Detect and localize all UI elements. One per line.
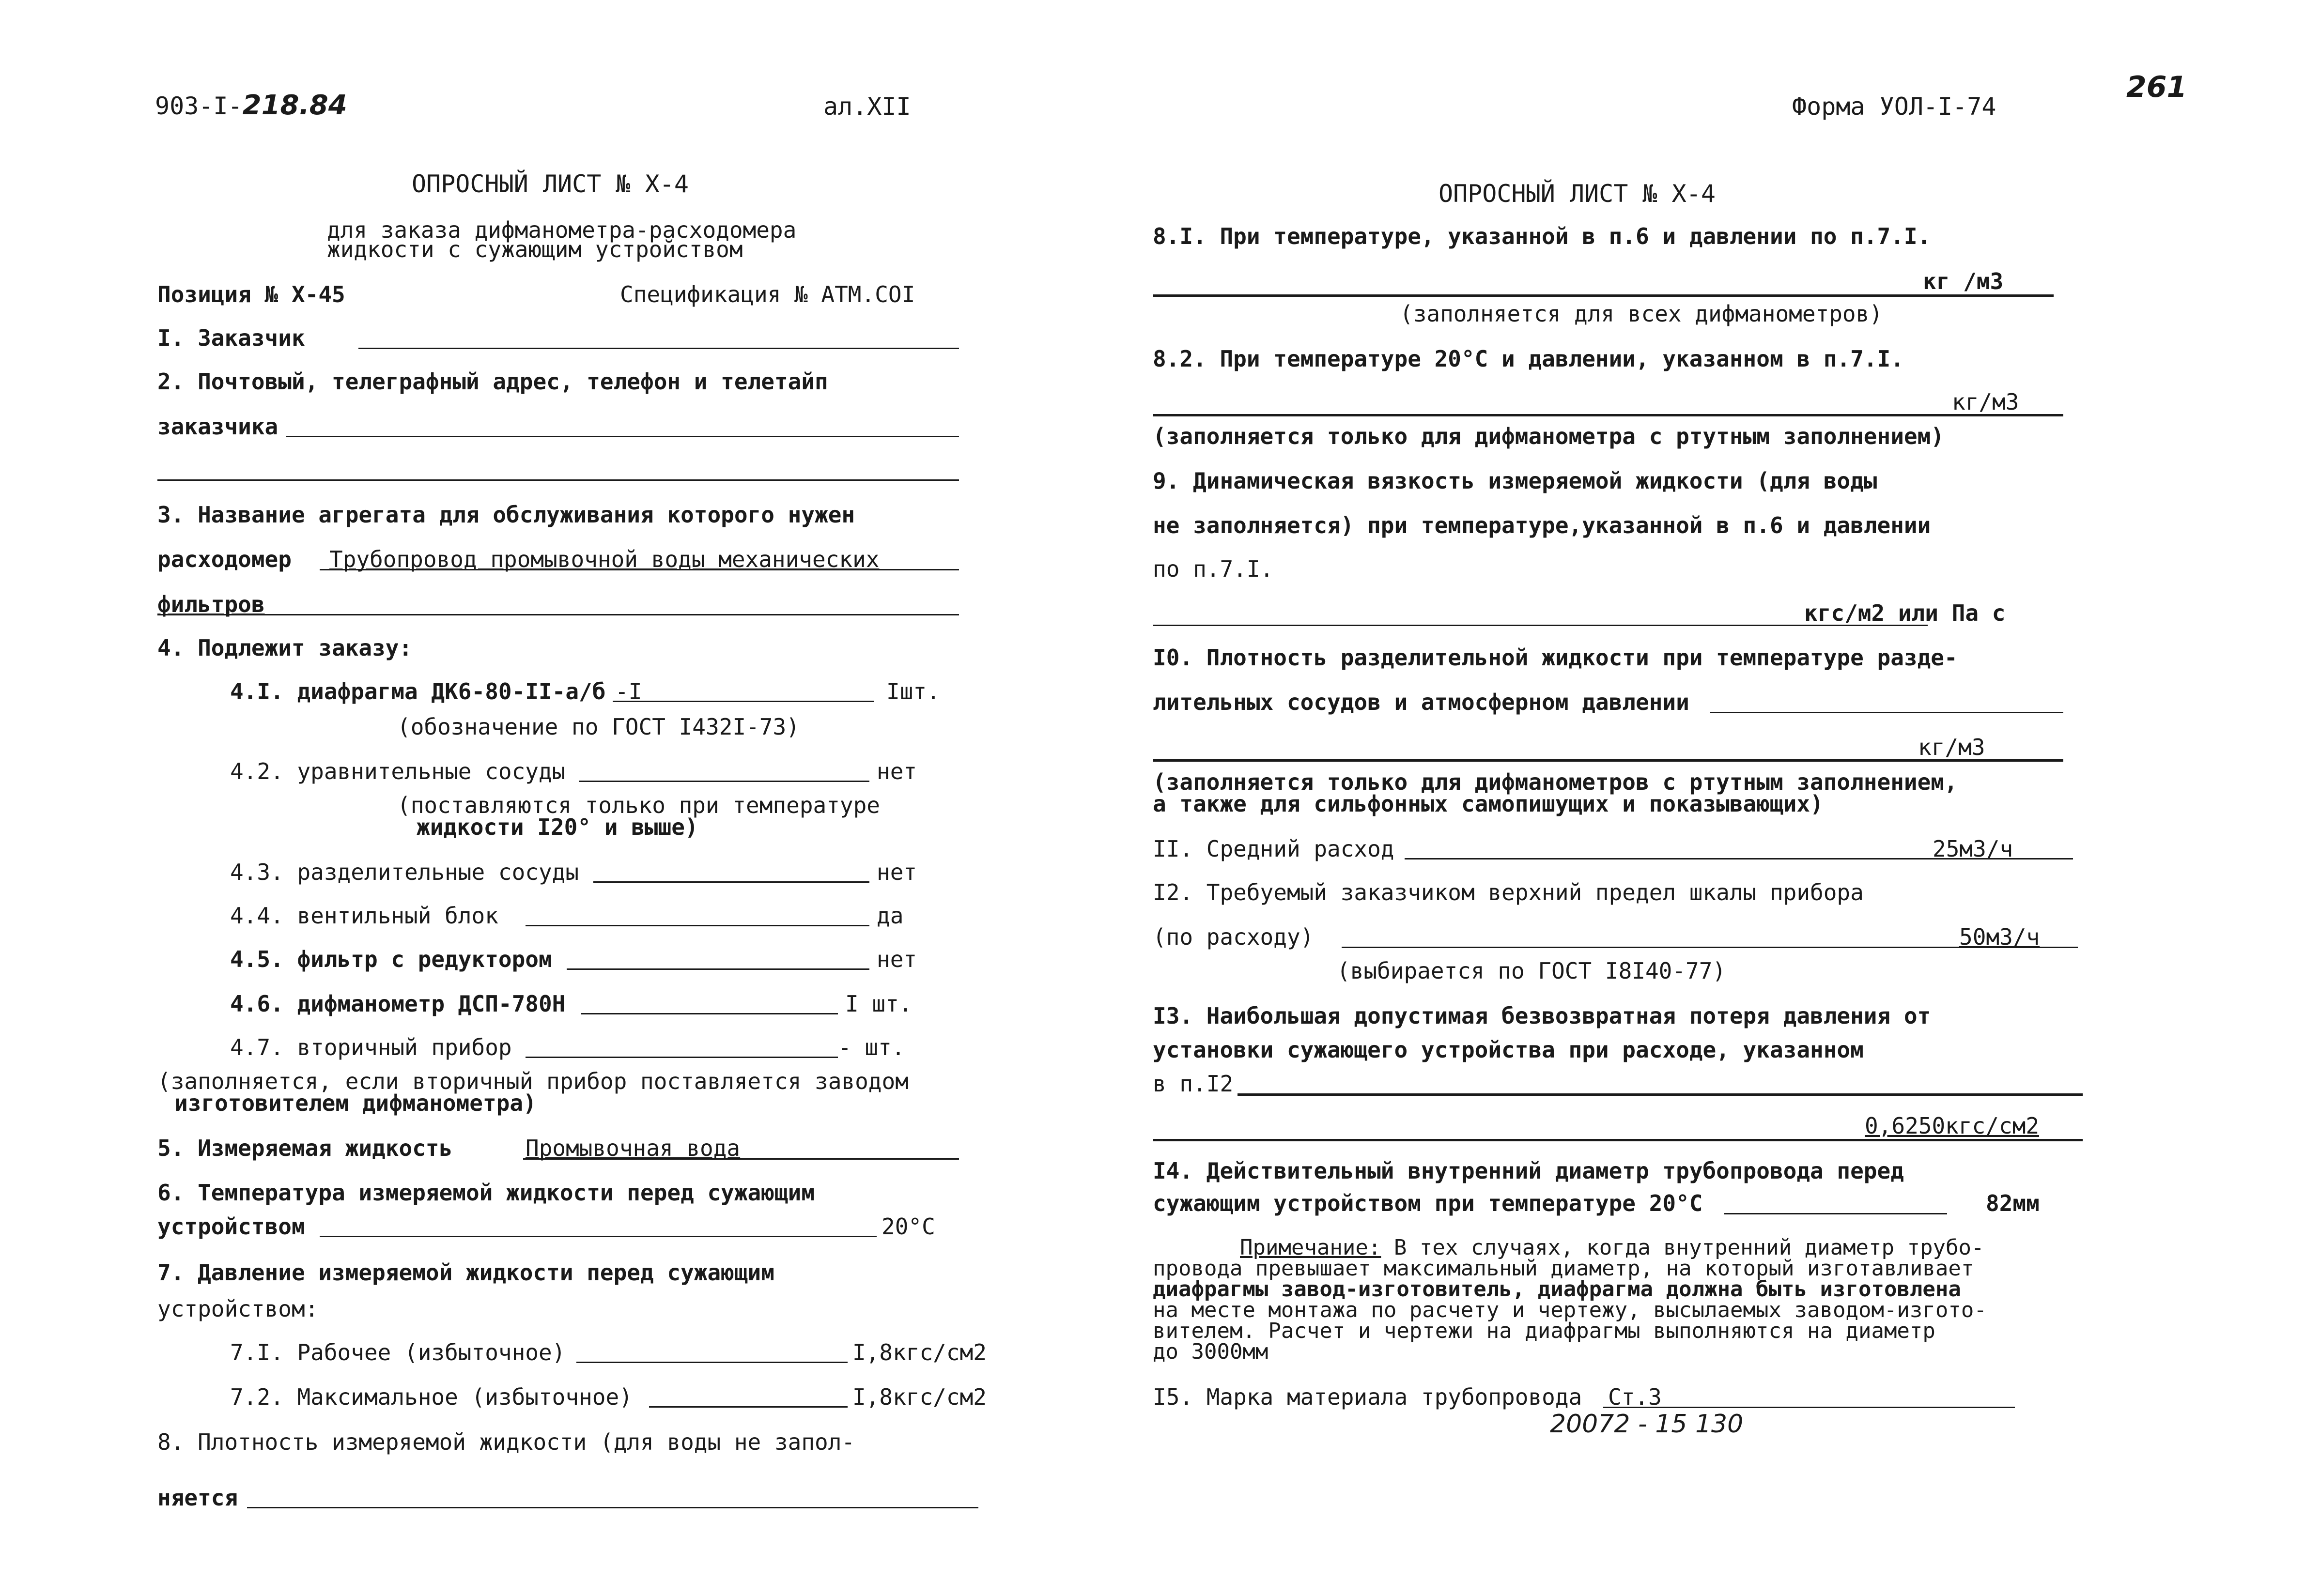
item-7-1-working: 7.I. Рабочее (избыточное) [230, 1339, 566, 1366]
item-4-3-line [593, 881, 869, 883]
note-text-1: В тех случаях, когда внутренний диаметр трубо- [1381, 1235, 1984, 1260]
item-3-cont: расходомер [157, 546, 292, 572]
item-5-line [523, 1158, 959, 1160]
note-label: Примечание: [1240, 1235, 1381, 1260]
item-4-7-line [526, 1057, 838, 1058]
item-4-7-note-2: изготовителем дифманометра) [174, 1090, 537, 1116]
item-12-upper-limit-1: I2. Требуемый заказчиком верхний предел шкалы прибора [1153, 879, 1864, 905]
item-2-line-2 [157, 479, 959, 481]
item-5-liquid: 5. Измеряемая жидкость [157, 1135, 453, 1161]
item-7-pressure: 7. Давление измеряемой жидкости перед сужающим [157, 1259, 774, 1286]
item-10-separating-density-1: I0. Плотность разделительной жидкости при температуре разде- [1153, 645, 1958, 671]
item-12-note: (выбирается по ГОСТ I8I40-77) [1337, 958, 1726, 984]
item-4-2-note-1: (поставляются только при температуре [397, 792, 880, 818]
note-line-6: до 3000мм [1153, 1339, 1269, 1364]
item-3-value: Трубопровод промывочной воды механических [329, 546, 880, 572]
item-7-2-line [649, 1406, 848, 1408]
left-subtitle-1: для заказа дифманометра-расходомера [327, 217, 797, 243]
note-line-3: диафрагмы завод-изготовитель, диафрагма должна быть изготовлена [1153, 1277, 1961, 1302]
note-line-1 [1240, 1237, 1984, 1258]
document-code-handwritten: 218.84 [242, 90, 347, 121]
item-7-1-value: I,8кгс/см2 [852, 1339, 987, 1366]
item-7-cont: устройством: [157, 1296, 319, 1322]
right-page [1114, 0, 2305, 1596]
item-12-upper-limit-2: (по расходу) [1153, 924, 1314, 950]
item-14-inner-diameter-1: I4. Действительный внутренний диаметр трубопровода перед [1153, 1158, 1904, 1184]
item-4-5-line [567, 968, 869, 970]
item-9-unit: кгс/м2 или Па с [1804, 600, 2006, 626]
item-9-viscosity-2: не заполняется) при температуре,указанной в п.6 и давлении [1153, 512, 1931, 538]
right-title: ОПРОСНЫЙ ЛИСТ № Х-4 [1439, 180, 1716, 208]
item-4-3-separating-vessels: 4.3. разделительные сосуды [230, 859, 579, 885]
item-13-pressure-loss-3: в п.I2 [1153, 1071, 1234, 1097]
item-4-1-line [613, 701, 874, 702]
item-4-1-diaphragm: 4.I. диафрагма ДК6-80-II-а/б [230, 678, 606, 705]
item-11-average-flow: II. Средний расход [1153, 836, 1394, 862]
item-8-cont: няется [157, 1485, 238, 1511]
item-7-1-line [576, 1362, 848, 1363]
note-line-5: вителем. Расчет и чертежи на диафрагмы выполняются на диаметр [1153, 1319, 1935, 1343]
item-4-6-manometer: 4.6. дифманометр ДСП-780Н [230, 991, 566, 1017]
item-8-2-at-20c: 8.2. При температуре 20°С и давлении, указанном в п.7.I. [1153, 346, 1904, 372]
item-2-line-1 [286, 436, 959, 437]
item-8-1-at-temperature: 8.I. При температуре, указанной в п.6 и давлении по п.7.I. [1153, 223, 1931, 249]
item-6-temperature: 6. Температура измеряемой жидкости перед сужающим [157, 1180, 815, 1206]
item-5-value: Промывочная вода [526, 1135, 741, 1161]
item-9-viscosity-1: 9. Динамическая вязкость измеряемой жидкости (для воды [1153, 468, 1877, 494]
item-4-2-note-2: жидкости I20° и выше) [417, 814, 698, 840]
item-12-value: 50м3/ч [1959, 924, 2040, 950]
item-4-2-value: нет [877, 758, 917, 784]
item-3-line-1 [320, 569, 959, 570]
item-4-order: 4. Подлежит заказу: [157, 635, 413, 661]
item-4-1-value: Iшт. [886, 678, 940, 705]
item-4-6-line [581, 1013, 838, 1014]
item-15-value: Ст.3 [1608, 1384, 1662, 1410]
item-10-note-2: а также для сильфонных самопишущих и показывающих) [1153, 791, 1824, 817]
sheet-label: ал.XII [823, 92, 911, 121]
item-7-2-value: I,8кгс/см2 [852, 1384, 987, 1410]
item-4-7-value: - шт. [838, 1034, 905, 1060]
position-label: Позиция № Х-45 [157, 281, 345, 307]
note-line-4: на месте монтажа по расчету и чертежу, высылаемых заводом-изгото- [1153, 1298, 1987, 1322]
item-13-value: 0,6250кгс/см2 [1865, 1113, 2040, 1139]
specification-label: Спецификация № АТМ.СОI [620, 281, 915, 307]
item-15-line [1603, 1407, 2015, 1408]
item-4-3-value: нет [877, 859, 917, 885]
item-8-2-line [1153, 414, 2063, 416]
item-4-7-note-1: (заполняется, если вторичный прибор поставляется заводом [157, 1068, 909, 1094]
left-page [0, 0, 1017, 1596]
item-6-line [320, 1236, 877, 1237]
item-2-cont: заказчика [157, 414, 278, 440]
item-6-cont: устройством [157, 1213, 305, 1240]
footer-handwritten-number: 20072 - 15 130 [1550, 1410, 1744, 1439]
item-1-line [358, 348, 959, 349]
item-4-4-line [526, 925, 869, 926]
item-9-viscosity-3: по п.7.I. [1153, 556, 1274, 582]
item-7-2-maximum: 7.2. Максимальное (избыточное) [230, 1384, 633, 1410]
item-14-value: 82мм [1986, 1190, 2040, 1216]
item-10-unit: кг/м3 [1918, 734, 1985, 760]
item-4-1-mid: -I [615, 678, 642, 705]
item-8-1-line [1153, 294, 2054, 297]
item-13-pressure-loss-2: установки сужающего устройства при расходе, указанном [1153, 1037, 1864, 1063]
item-2-address: 2. Почтовый, телеграфный адрес, телефон и телетайп [157, 368, 828, 395]
item-4-4-value: да [877, 903, 904, 929]
item-3-unit-name: 3. Название агрегата для обслуживания которого нужен [157, 502, 855, 528]
item-4-2-line [579, 781, 869, 782]
item-11-value: 25м3/ч [1933, 836, 2013, 862]
item-4-7-secondary-device: 4.7. вторичный прибор [230, 1034, 512, 1060]
note-line-2: провода превышает максимальный диаметр, на который изготавливает [1153, 1256, 1974, 1281]
item-8-density: 8. Плотность измеряемой жидкости (для воды не запол- [157, 1429, 855, 1455]
item-10-separating-density-2: лительных сосудов и атмосферном давлении [1153, 689, 1689, 715]
item-1-customer: I. Заказчик [157, 325, 305, 351]
item-8-2-unit: кг/м3 [1952, 389, 2019, 415]
item-8-2-note: (заполняется только для дифманометра с ртутным заполнением) [1153, 423, 1944, 449]
item-4-1-note: (обозначение по ГОСТ I432I-73) [397, 714, 800, 740]
item-10-line-1 [1710, 712, 2063, 713]
item-13-line-2 [1153, 1139, 2083, 1141]
left-title: ОПРОСНЫЙ ЛИСТ № Х-4 [412, 170, 689, 198]
item-4-4-valve-block: 4.4. вентильный блок [230, 903, 498, 929]
item-14-inner-diameter-2: сужающим устройством при температуре 20°С [1153, 1190, 1703, 1216]
item-3-value-2: фильтров [157, 591, 265, 617]
item-13-line-1 [1238, 1093, 2083, 1096]
item-3-line-2 [157, 614, 959, 615]
item-15-pipe-material: I5. Марка материала трубопровода [1153, 1384, 1582, 1410]
item-4-6-value: I шт. [845, 991, 913, 1017]
item-4-5-filter: 4.5. фильтр с редуктором [230, 946, 552, 972]
item-8-line [247, 1507, 978, 1508]
item-14-line [1724, 1213, 1947, 1214]
item-8-1-unit: кг /м3 [1923, 268, 2004, 294]
item-10-note-1: (заполняется только для дифманометров с ртутным заполнением, [1153, 769, 1958, 795]
form-label: Форма УОЛ-I-74 [1792, 92, 1996, 121]
item-13-pressure-loss-1: I3. Наибольшая допустимая безвозвратная потеря давления от [1153, 1003, 1931, 1029]
left-subtitle-2: жидкости с сужающим устройством [327, 236, 743, 262]
item-6-value: 20°С [882, 1213, 935, 1240]
item-4-5-value: нет [877, 946, 917, 972]
item-8-1-note: (заполняется для всех дифманометров) [1400, 301, 1883, 327]
item-4-2-equalizing-vessels: 4.2. уравнительные сосуды [230, 758, 566, 784]
document-code-printed: 903-I- [155, 92, 243, 120]
page-number: 261 [2126, 70, 2187, 104]
